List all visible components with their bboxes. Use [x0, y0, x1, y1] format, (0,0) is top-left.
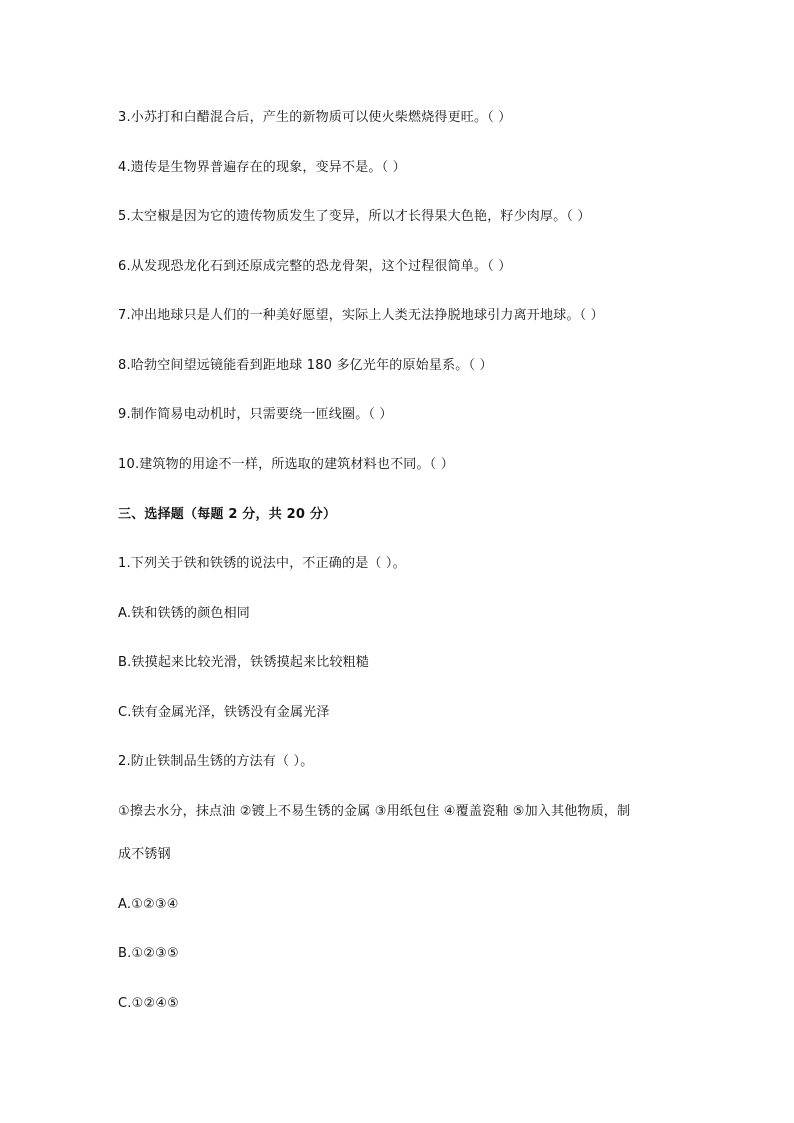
section-heading-choice: 三、选择题（每题 2 分，共 20 分）: [118, 507, 337, 522]
choice-2-option-c: C.①②④⑤: [118, 996, 180, 1011]
choice-question-2: 2.防止铁制品生锈的方法有（ ）。: [118, 754, 314, 769]
choice-2-methods-continued: 成不锈钢: [118, 847, 171, 862]
choice-question-1: 1.下列关于铁和铁锈的说法中，不正确的是（ ）。: [118, 556, 406, 571]
choice-2-methods: ①擦去水分，抹点油 ②镀上不易生锈的金属 ③用纸包住 ④覆盖瓷釉 ⑤加入其他物质，制: [118, 804, 631, 819]
judgment-question-8: 8.哈勃空间望远镜能看到距地球 180 多亿光年的原始星系。（ ）: [118, 358, 493, 373]
judgment-question-7: 7.冲出地球只是人们的一种美好愿望，实际上人类无法挣脱地球引力离开地球。（ ）: [118, 308, 604, 323]
judgment-question-3: 3.小苏打和白醋混合后，产生的新物质可以使火柴燃烧得更旺。（ ）: [118, 110, 512, 125]
choice-1-option-a: A.铁和铁锈的颜色相同: [118, 606, 250, 621]
choice-1-option-b: B.铁摸起来比较光滑，铁锈摸起来比较粗糙: [118, 655, 370, 670]
choice-2-option-a: A.①②③④: [118, 897, 179, 912]
judgment-question-6: 6.从发现恐龙化石到还原成完整的恐龙骨架，这个过程很简单。（ ）: [118, 259, 512, 274]
choice-2-option-b: B.①②③⑤: [118, 946, 179, 961]
judgment-question-10: 10.建筑物的用途不一样，所选取的建筑材料也不同。（ ）: [118, 457, 454, 472]
judgment-question-5: 5.太空椒是因为它的遗传物质发生了变异，所以才长得果大色艳，籽少肉厚。（ ）: [118, 209, 591, 224]
judgment-question-9: 9.制作简易电动机时，只需要绕一匝线圈。（ ）: [118, 407, 393, 422]
choice-1-option-c: C.铁有金属光泽，铁锈没有金属光泽: [118, 705, 330, 720]
judgment-question-4: 4.遗传是生物界普遍存在的现象，变异不是。（ ）: [118, 160, 406, 175]
